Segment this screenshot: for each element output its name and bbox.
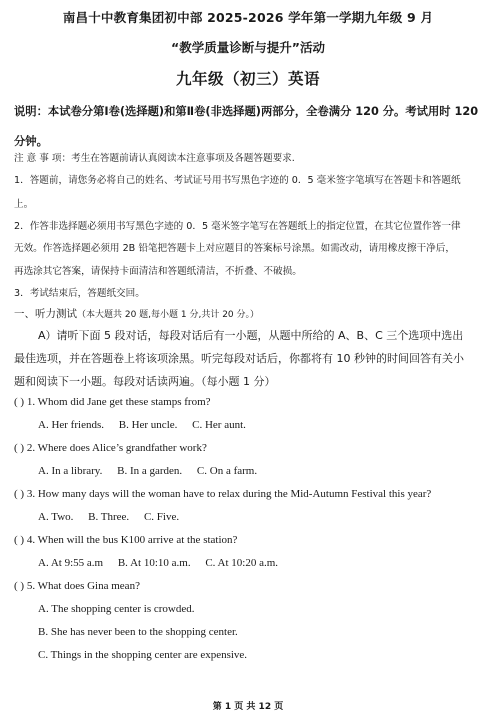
notice-item-2-line-1: 2．作答非选择题必须用书写黑色字迹的 0．5 毫米签字笔写在答题纸上的指定位置，在其它位置作答一律 <box>14 221 461 232</box>
question-5-option-b: B. She has never been to the shopping center. <box>38 626 238 638</box>
question-3-option-a: A. Two. <box>38 511 74 523</box>
question-2-options <box>38 465 257 477</box>
exam-title: 南昌十中教育集团初中部 2025-2026 学年第一学期九年级 9 月 <box>62 10 434 25</box>
question-3-options <box>38 511 179 523</box>
notice-item-1-line-1: 1．答题前，请您务必将自己的姓名、考试证号用书写黑色字迹的 0．5 毫米签字笔填写在答题卡和答题纸 <box>14 175 461 186</box>
instruction-line-3: 题和阅读下一小题。每段对话读两遍。（每小题 1 分） <box>14 375 276 388</box>
notice-title: 注 意 事 项：考生在答题前请认真阅读本注意事项及各题答题要求. <box>14 153 295 164</box>
listening-heading: 一、听力测试 <box>14 308 77 320</box>
notice-item-1-line-2: 上。 <box>14 199 34 210</box>
question-5-option-a: A. The shopping center is crowded. <box>38 603 195 615</box>
question-3-option-c: C. Five. <box>143 511 180 523</box>
exam-description <box>14 97 484 157</box>
question-3-option-b: B. Three. <box>88 511 130 523</box>
question-2: ( ) 2. Where does Alice’s grandfather work? <box>14 442 207 454</box>
question-4-option-a: A. At 9:55 a.m <box>38 557 104 569</box>
question-2-option-c: C. On a farm. <box>196 465 258 477</box>
question-5: ( ) 5. What does Gina mean? <box>14 580 140 592</box>
instruction-line-1: A）请听下面 5 段对话，每段对话后有一小题，从题中所给的 A、B、C 三个选项中选出 <box>38 329 464 342</box>
question-1-options <box>38 419 246 431</box>
listening-section-heading <box>14 306 259 321</box>
question-1: ( ) 1. Whom did Jane get these stamps from? <box>14 396 211 408</box>
activity-title: “教学质量诊断与提升”活动 <box>171 40 325 55</box>
question-4-option-b: B. At 10:10 a.m. <box>117 557 191 569</box>
notice-item-3: 3．考试结束后，答题纸交回。 <box>14 288 145 299</box>
page-number: 第 1 页 共 12 页 <box>212 702 284 712</box>
notice-item-2-line-2: 无效。作答选择题必须用 2B 铅笔把答题卡上对应题目的答案标号涂黑。如需改动，请用橡皮擦干净后， <box>14 243 455 254</box>
subject-title: 九年级（初三）英语 <box>175 70 320 88</box>
notice-item-2-line-3: 再选涂其它答案，请保持卡面清洁和答题纸清洁，不折叠、不破损。 <box>14 266 302 277</box>
description-line-1: 说明：本试卷分第Ⅰ卷(选择题)和第Ⅱ卷(非选择题)两部分，全卷满分 120 分。考试用时 120 <box>14 105 479 118</box>
question-4-options <box>38 557 278 569</box>
question-2-option-b: B. In a garden. <box>117 465 183 477</box>
question-1-option-b: B. Her uncle. <box>118 419 178 431</box>
question-1-option-a: A. Her friends. <box>38 419 104 431</box>
question-2-option-a: A. In a library. <box>38 465 103 477</box>
question-4: ( ) 4. When will the bus K100 arrive at the station? <box>14 534 238 546</box>
question-3: ( ) 3. How many days will the woman have to relax during the Mid-Autumn Festival this year? <box>14 488 432 500</box>
instruction-line-2: 最佳选项，并在答题卷上将该项涂黑。听完每段对话后，你都将有 10 秒钟的时间回答有关小 <box>14 352 464 365</box>
question-4-option-c: C. At 10:20 a.m. <box>205 557 279 569</box>
question-5-option-c: C. Things in the shopping center are expensive. <box>38 649 248 661</box>
description-line-2: 分钟。 <box>14 135 48 148</box>
question-1-option-c: C. Her aunt. <box>192 419 246 431</box>
listening-heading-note: （本大题共 20 题,每小题 1 分,共计 20 分。） <box>77 310 260 320</box>
